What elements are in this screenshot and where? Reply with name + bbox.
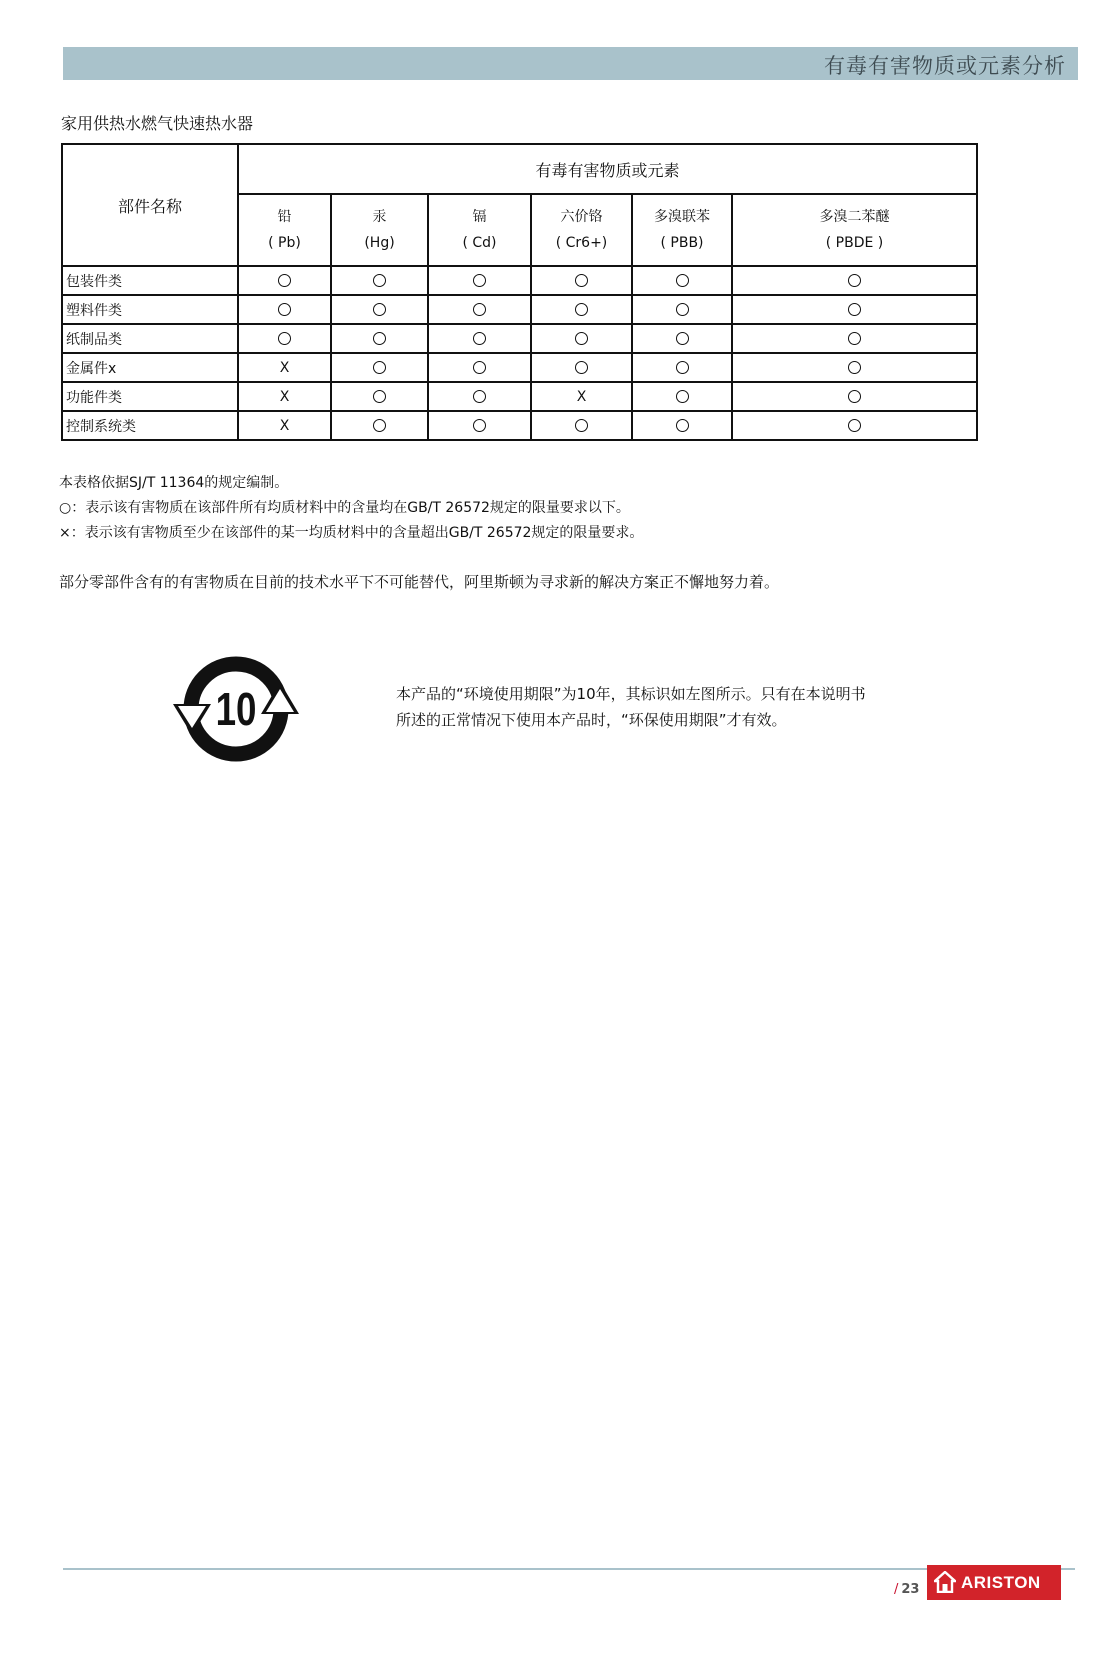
compliance-cell bbox=[331, 382, 428, 411]
part-name-cell: 纸制品类 bbox=[62, 324, 238, 353]
compliance-cell bbox=[732, 382, 977, 411]
compliant-circle-icon bbox=[676, 332, 689, 345]
table-notes bbox=[59, 471, 643, 546]
exceeds-cross-mark: X bbox=[279, 388, 290, 405]
part-name-cell: 功能件类 bbox=[62, 382, 238, 411]
substance-name: 六价铬 bbox=[560, 209, 603, 225]
page-number-value: 23 bbox=[901, 1582, 920, 1597]
page-number bbox=[894, 1582, 919, 1597]
substance-header bbox=[531, 194, 632, 266]
compliant-circle-icon bbox=[373, 361, 386, 374]
compliant-circle-icon bbox=[278, 332, 291, 345]
substance-symbol: ( Cr6+) bbox=[555, 235, 608, 251]
substance-name: 汞 bbox=[372, 209, 387, 225]
replacement-paragraph: 部分零部件含有的有害物质在目前的技术水平下不可能替代，阿里斯顿为寻求新的解决方案正不懈地努力着。 bbox=[59, 573, 780, 591]
brand-logo bbox=[927, 1565, 1061, 1600]
compliant-circle-icon bbox=[676, 390, 689, 403]
substance-header bbox=[238, 194, 331, 266]
compliant-circle-icon bbox=[676, 419, 689, 432]
compliant-circle-icon bbox=[373, 390, 386, 403]
substance-name: 铅 bbox=[277, 209, 292, 225]
exceeds-cross-mark: X bbox=[576, 388, 587, 405]
epup-description bbox=[396, 681, 956, 733]
compliant-circle-icon bbox=[575, 332, 588, 345]
compliant-circle-icon bbox=[373, 332, 386, 345]
part-name-cell: 控制系统类 bbox=[62, 411, 238, 440]
compliant-circle-icon bbox=[848, 274, 861, 287]
compliant-circle-icon bbox=[848, 303, 861, 316]
compliant-circle-icon bbox=[676, 274, 689, 287]
compliance-cell bbox=[238, 411, 331, 440]
compliance-cell bbox=[428, 295, 531, 324]
compliant-circle-icon bbox=[473, 419, 486, 432]
compliance-cell bbox=[531, 324, 632, 353]
compliant-circle-icon bbox=[473, 274, 486, 287]
compliance-cell bbox=[632, 295, 732, 324]
substance-header bbox=[331, 194, 428, 266]
compliant-circle-icon bbox=[575, 419, 588, 432]
compliance-cell bbox=[428, 353, 531, 382]
compliant-circle-icon bbox=[278, 303, 291, 316]
compliance-cell bbox=[732, 295, 977, 324]
footer-divider bbox=[63, 1568, 1075, 1570]
table-row bbox=[62, 324, 977, 353]
compliance-cell bbox=[331, 295, 428, 324]
compliance-cell bbox=[238, 324, 331, 353]
brand-name: ARISTON bbox=[961, 1573, 1041, 1592]
house-icon bbox=[934, 1571, 956, 1597]
compliance-cell bbox=[331, 353, 428, 382]
cross-note: ×：表示该有害物质至少在该部件的某一均质材料中的含量超出GB/T 26572规定的限量要求。 bbox=[59, 525, 644, 541]
table-row bbox=[62, 295, 977, 324]
compliant-circle-icon bbox=[848, 332, 861, 345]
compliance-cell bbox=[632, 411, 732, 440]
substance-header bbox=[632, 194, 732, 266]
exceeds-cross-mark: X bbox=[279, 417, 290, 434]
substance-header bbox=[732, 194, 977, 266]
compliant-circle-icon bbox=[473, 303, 486, 316]
compliance-cell bbox=[632, 353, 732, 382]
basis-note: 本表格依据SJ/T 11364的规定编制。 bbox=[59, 475, 289, 491]
table-row bbox=[62, 353, 977, 382]
compliant-circle-icon bbox=[473, 361, 486, 374]
compliant-circle-icon bbox=[848, 361, 861, 374]
compliance-cell bbox=[428, 266, 531, 295]
substance-name: 多溴二苯醚 bbox=[819, 209, 890, 225]
substance-name: 多溴联苯 bbox=[654, 209, 710, 225]
compliance-cell bbox=[632, 266, 732, 295]
section-header-bar bbox=[63, 47, 1078, 80]
compliance-cell bbox=[238, 353, 331, 382]
table-row bbox=[62, 411, 977, 440]
exceeds-cross-mark: X bbox=[279, 359, 290, 376]
compliance-cell bbox=[331, 411, 428, 440]
compliant-circle-icon bbox=[473, 332, 486, 345]
substance-symbol: ( Pb) bbox=[268, 235, 301, 251]
compliance-cell bbox=[238, 295, 331, 324]
substance-symbol: (Hg) bbox=[364, 235, 395, 251]
compliance-cell bbox=[732, 411, 977, 440]
part-name-cell: 金属件x bbox=[62, 353, 238, 382]
compliance-cell bbox=[531, 266, 632, 295]
compliant-circle-icon bbox=[373, 303, 386, 316]
compliance-cell bbox=[732, 266, 977, 295]
compliance-cell bbox=[238, 266, 331, 295]
compliance-cell bbox=[428, 411, 531, 440]
part-name-cell: 塑料件类 bbox=[62, 295, 238, 324]
section-title: 有毒有害物质或元素分析 bbox=[824, 54, 1066, 78]
compliance-cell bbox=[238, 382, 331, 411]
compliant-circle-icon bbox=[473, 390, 486, 403]
epup-text-line-1: 本产品的“环境使用期限”为10年，其标识如左图所示。只有在本说明书 bbox=[396, 685, 866, 703]
compliant-circle-icon bbox=[575, 361, 588, 374]
compliant-circle-icon bbox=[373, 274, 386, 287]
compliance-cell bbox=[428, 382, 531, 411]
substances-group-header: 有毒有害物质或元素 bbox=[238, 144, 977, 194]
compliance-cell bbox=[428, 324, 531, 353]
compliance-cell bbox=[531, 295, 632, 324]
compliance-cell bbox=[732, 353, 977, 382]
part-name-header: 部件名称 bbox=[62, 144, 238, 266]
page-slash: / bbox=[894, 1582, 899, 1597]
compliance-cell bbox=[632, 382, 732, 411]
part-name-cell: 包装件类 bbox=[62, 266, 238, 295]
compliance-cell bbox=[732, 324, 977, 353]
compliant-circle-icon bbox=[575, 303, 588, 316]
table-row bbox=[62, 266, 977, 295]
substance-header bbox=[428, 194, 531, 266]
hazardous-substances-table bbox=[61, 143, 978, 441]
substance-symbol: ( Cd) bbox=[462, 235, 497, 251]
compliance-cell bbox=[531, 382, 632, 411]
substance-symbol: ( PBDE ) bbox=[825, 235, 884, 251]
compliant-circle-icon bbox=[373, 419, 386, 432]
compliant-circle-icon bbox=[676, 361, 689, 374]
compliance-cell bbox=[531, 353, 632, 382]
circle-note: ○：表示该有害物质在该部件所有均质材料中的含量均在GB/T 26572规定的限量要求以下。 bbox=[59, 500, 630, 516]
compliant-circle-icon bbox=[676, 303, 689, 316]
compliance-cell bbox=[632, 324, 732, 353]
compliance-cell bbox=[531, 411, 632, 440]
substance-name: 镉 bbox=[472, 209, 487, 225]
compliant-circle-icon bbox=[278, 274, 291, 287]
compliant-circle-icon bbox=[575, 274, 588, 287]
epup-number: 10 bbox=[215, 683, 257, 735]
compliant-circle-icon bbox=[848, 390, 861, 403]
compliance-cell bbox=[331, 324, 428, 353]
compliance-cell bbox=[331, 266, 428, 295]
compliant-circle-icon bbox=[848, 419, 861, 432]
table-row bbox=[62, 382, 977, 411]
substance-symbol: ( PBB) bbox=[660, 235, 704, 251]
epup-text-line-2: 所述的正常情况下使用本产品时，“环保使用期限”才有效。 bbox=[396, 711, 787, 729]
environment-protection-use-period-logo-icon bbox=[173, 655, 299, 771]
product-subtitle: 家用供热水燃气快速热水器 bbox=[61, 114, 254, 133]
